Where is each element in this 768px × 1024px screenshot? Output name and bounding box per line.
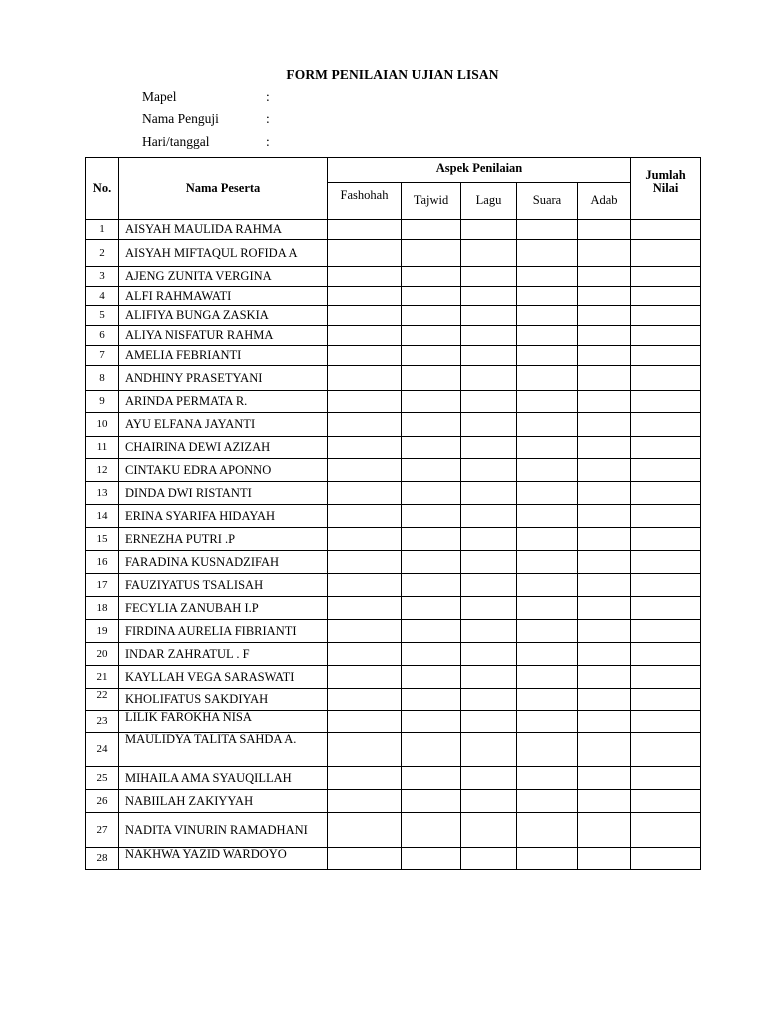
participant-name: FAUZIYATUS TSALISAH	[119, 574, 328, 597]
table-row	[86, 767, 701, 790]
score-cell-adab[interactable]	[578, 643, 631, 666]
row-number: 18	[86, 597, 119, 620]
score-cell-tajwid[interactable]	[402, 391, 461, 413]
score-cell-fashohah[interactable]	[328, 689, 402, 711]
score-cell-lagu[interactable]	[461, 267, 517, 287]
participant-name: NADITA VINURIN RAMADHANI	[119, 813, 328, 848]
table-row	[86, 551, 701, 574]
score-cell-fashohah[interactable]	[328, 551, 402, 574]
score-cell-jumlah-nilai[interactable]	[631, 459, 701, 482]
score-cell-adab[interactable]	[578, 240, 631, 267]
participant-name: LILIK FAROKHA NISA	[119, 711, 328, 733]
score-cell-suara[interactable]	[517, 366, 578, 391]
score-cell-fashohah[interactable]	[328, 643, 402, 666]
score-cell-lagu[interactable]	[461, 459, 517, 482]
score-cell-adab[interactable]	[578, 437, 631, 459]
score-cell-lagu[interactable]	[461, 505, 517, 528]
score-cell-adab[interactable]	[578, 220, 631, 240]
participant-name: AMELIA FEBRIANTI	[119, 346, 328, 366]
table-row	[86, 733, 701, 767]
table-row	[86, 482, 701, 505]
meta-label: Hari/tanggal	[142, 134, 210, 149]
score-cell-suara[interactable]	[517, 551, 578, 574]
table-row	[86, 240, 701, 267]
participant-name: INDAR ZAHRATUL . F	[119, 643, 328, 666]
score-cell-jumlah-nilai[interactable]	[631, 366, 701, 391]
score-cell-adab[interactable]	[578, 326, 631, 346]
row-number: 17	[86, 574, 119, 597]
score-cell-fashohah[interactable]	[328, 620, 402, 643]
form-title: FORM PENILAIAN UJIAN LISAN	[286, 67, 499, 82]
score-cell-fashohah[interactable]	[328, 413, 402, 437]
score-cell-adab[interactable]	[578, 306, 631, 326]
participant-name: AISYAH MIFTAQUL ROFIDA A	[119, 240, 328, 267]
score-cell-tajwid[interactable]	[402, 413, 461, 437]
score-cell-lagu[interactable]	[461, 326, 517, 346]
table-row	[86, 711, 701, 733]
score-cell-lagu[interactable]	[461, 551, 517, 574]
score-cell-jumlah-nilai[interactable]	[631, 551, 701, 574]
participant-name: KHOLIFATUS SAKDIYAH	[119, 689, 328, 711]
row-number: 14	[86, 505, 119, 528]
score-cell-lagu[interactable]	[461, 366, 517, 391]
score-cell-lagu[interactable]	[461, 620, 517, 643]
score-cell-jumlah-nilai[interactable]	[631, 528, 701, 551]
score-cell-jumlah-nilai[interactable]	[631, 482, 701, 505]
score-cell-fashohah[interactable]	[328, 366, 402, 391]
score-cell-tajwid[interactable]	[402, 689, 461, 711]
score-cell-fashohah[interactable]	[328, 790, 402, 813]
table-row	[86, 620, 701, 643]
meta-label: Mapel	[142, 89, 177, 104]
score-cell-lagu[interactable]	[461, 240, 517, 267]
assessment-table	[85, 157, 701, 870]
table-row	[86, 437, 701, 459]
participant-name: MIHAILA AMA SYAUQILLAH	[119, 767, 328, 790]
score-cell-suara[interactable]	[517, 391, 578, 413]
score-cell-adab[interactable]	[578, 597, 631, 620]
score-cell-adab[interactable]	[578, 666, 631, 689]
score-cell-jumlah-nilai[interactable]	[631, 346, 701, 366]
row-number: 20	[86, 643, 119, 666]
meta-label: Nama Penguji	[142, 111, 219, 126]
table-row	[86, 505, 701, 528]
row-number: 26	[86, 790, 119, 813]
score-cell-lagu[interactable]	[461, 767, 517, 790]
score-cell-fashohah[interactable]	[328, 848, 402, 870]
score-cell-jumlah-nilai[interactable]	[631, 813, 701, 848]
table-row	[86, 220, 701, 240]
score-cell-suara[interactable]	[517, 689, 578, 711]
score-cell-suara[interactable]	[517, 733, 578, 767]
score-cell-suara[interactable]	[517, 482, 578, 505]
score-cell-suara[interactable]	[517, 346, 578, 366]
score-cell-lagu[interactable]	[461, 528, 517, 551]
row-number: 2	[86, 240, 119, 267]
score-cell-adab[interactable]	[578, 813, 631, 848]
score-cell-jumlah-nilai[interactable]	[631, 666, 701, 689]
score-cell-lagu[interactable]	[461, 848, 517, 870]
table-row	[86, 528, 701, 551]
score-cell-jumlah-nilai[interactable]	[631, 848, 701, 870]
score-cell-jumlah-nilai[interactable]	[631, 620, 701, 643]
score-cell-suara[interactable]	[517, 437, 578, 459]
score-cell-lagu[interactable]	[461, 643, 517, 666]
table-row	[86, 287, 701, 306]
score-cell-suara[interactable]	[517, 528, 578, 551]
row-number: 27	[86, 813, 119, 848]
score-cell-jumlah-nilai[interactable]	[631, 790, 701, 813]
table-row	[86, 848, 701, 870]
score-cell-tajwid[interactable]	[402, 643, 461, 666]
score-cell-suara[interactable]	[517, 813, 578, 848]
table-row	[86, 790, 701, 813]
score-cell-lagu[interactable]	[461, 574, 517, 597]
row-number: 23	[86, 711, 119, 733]
score-cell-suara[interactable]	[517, 240, 578, 267]
participant-name: NAKHWA YAZID WARDOYO	[119, 848, 328, 870]
score-cell-suara[interactable]	[517, 767, 578, 790]
table-row	[86, 666, 701, 689]
score-cell-adab[interactable]	[578, 711, 631, 733]
score-cell-suara[interactable]	[517, 711, 578, 733]
score-cell-suara[interactable]	[517, 413, 578, 437]
score-cell-fashohah[interactable]	[328, 666, 402, 689]
score-cell-jumlah-nilai[interactable]	[631, 326, 701, 346]
participant-name: ERINA SYARIFA HIDAYAH	[119, 505, 328, 528]
participant-name: FIRDINA AURELIA FIBRIANTI	[119, 620, 328, 643]
table-row	[86, 346, 701, 366]
table-row	[86, 813, 701, 848]
participant-name: ANDHINY PRASETYANI	[119, 366, 328, 391]
score-cell-fashohah[interactable]	[328, 505, 402, 528]
meta-colon: :	[266, 89, 270, 104]
score-cell-adab[interactable]	[578, 413, 631, 437]
participant-name: KAYLLAH VEGA SARASWATI	[119, 666, 328, 689]
score-cell-lagu[interactable]	[461, 437, 517, 459]
score-cell-suara[interactable]	[517, 267, 578, 287]
score-cell-tajwid[interactable]	[402, 666, 461, 689]
score-cell-fashohah[interactable]	[328, 240, 402, 267]
score-cell-tajwid[interactable]	[402, 459, 461, 482]
score-cell-lagu[interactable]	[461, 346, 517, 366]
score-cell-fashohah[interactable]	[328, 574, 402, 597]
row-number: 9	[86, 391, 119, 413]
score-cell-fashohah[interactable]	[328, 711, 402, 733]
score-cell-suara[interactable]	[517, 326, 578, 346]
score-cell-suara[interactable]	[517, 666, 578, 689]
score-cell-adab[interactable]	[578, 287, 631, 306]
score-cell-tajwid[interactable]	[402, 551, 461, 574]
score-cell-adab[interactable]	[578, 459, 631, 482]
score-cell-lagu[interactable]	[461, 220, 517, 240]
score-cell-adab[interactable]	[578, 482, 631, 505]
table-row	[86, 597, 701, 620]
score-cell-adab[interactable]	[578, 391, 631, 413]
score-cell-tajwid[interactable]	[402, 574, 461, 597]
score-cell-tajwid[interactable]	[402, 326, 461, 346]
score-cell-adab[interactable]	[578, 733, 631, 767]
score-cell-lagu[interactable]	[461, 733, 517, 767]
header-aspek-penilaian: Aspek Penilaian	[328, 158, 631, 183]
score-cell-jumlah-nilai[interactable]	[631, 574, 701, 597]
score-cell-adab[interactable]	[578, 505, 631, 528]
score-cell-tajwid[interactable]	[402, 482, 461, 505]
score-cell-lagu[interactable]	[461, 413, 517, 437]
score-cell-jumlah-nilai[interactable]	[631, 240, 701, 267]
participant-name: ARINDA PERMATA R.	[119, 391, 328, 413]
score-cell-jumlah-nilai[interactable]	[631, 643, 701, 666]
score-cell-fashohah[interactable]	[328, 287, 402, 306]
score-cell-adab[interactable]	[578, 346, 631, 366]
score-cell-adab[interactable]	[578, 366, 631, 391]
score-cell-fashohah[interactable]	[328, 306, 402, 326]
score-cell-tajwid[interactable]	[402, 220, 461, 240]
score-cell-lagu[interactable]	[461, 482, 517, 505]
participant-name: ALIYA NISFATUR RAHMA	[119, 326, 328, 346]
row-number: 15	[86, 528, 119, 551]
participant-name: ALFI RAHMAWATI	[119, 287, 328, 306]
table-row	[86, 574, 701, 597]
score-cell-lagu[interactable]	[461, 790, 517, 813]
row-number: 22	[86, 689, 119, 711]
table-row	[86, 391, 701, 413]
score-cell-adab[interactable]	[578, 689, 631, 711]
header-jumlah-nilai	[631, 158, 701, 220]
row-number: 7	[86, 346, 119, 366]
table-row	[86, 413, 701, 437]
score-cell-adab[interactable]	[578, 620, 631, 643]
header-no: No.	[86, 158, 119, 220]
score-cell-suara[interactable]	[517, 287, 578, 306]
table-row	[86, 643, 701, 666]
header-suara: Suara	[517, 183, 578, 220]
score-cell-jumlah-nilai[interactable]	[631, 767, 701, 790]
score-cell-jumlah-nilai[interactable]	[631, 733, 701, 767]
row-number: 11	[86, 437, 119, 459]
score-cell-adab[interactable]	[578, 551, 631, 574]
score-cell-fashohah[interactable]	[328, 326, 402, 346]
score-cell-adab[interactable]	[578, 267, 631, 287]
score-cell-suara[interactable]	[517, 790, 578, 813]
participant-name: CHAIRINA DEWI AZIZAH	[119, 437, 328, 459]
header-tajwid: Tajwid	[402, 183, 461, 220]
score-cell-jumlah-nilai[interactable]	[631, 413, 701, 437]
header-nama-peserta: Nama Peserta	[119, 158, 328, 220]
score-cell-suara[interactable]	[517, 505, 578, 528]
score-cell-lagu[interactable]	[461, 597, 517, 620]
table-row	[86, 689, 701, 711]
row-number: 19	[86, 620, 119, 643]
score-cell-suara[interactable]	[517, 620, 578, 643]
score-cell-jumlah-nilai[interactable]	[631, 391, 701, 413]
header-fashohah: Fashohah	[328, 183, 402, 220]
score-cell-suara[interactable]	[517, 306, 578, 326]
score-cell-fashohah[interactable]	[328, 528, 402, 551]
row-number: 25	[86, 767, 119, 790]
table-row	[86, 459, 701, 482]
score-cell-adab[interactable]	[578, 790, 631, 813]
score-cell-tajwid[interactable]	[402, 267, 461, 287]
participant-name: ALIFIYA BUNGA ZASKIA	[119, 306, 328, 326]
score-cell-tajwid[interactable]	[402, 620, 461, 643]
score-cell-tajwid[interactable]	[402, 306, 461, 326]
score-cell-suara[interactable]	[517, 574, 578, 597]
participant-name: AISYAH MAULIDA RAHMA	[119, 220, 328, 240]
score-cell-lagu[interactable]	[461, 391, 517, 413]
row-number: 10	[86, 413, 119, 437]
score-cell-lagu[interactable]	[461, 287, 517, 306]
score-cell-fashohah[interactable]	[328, 459, 402, 482]
score-cell-suara[interactable]	[517, 220, 578, 240]
participant-name: FECYLIA ZANUBAH I.P	[119, 597, 328, 620]
participant-name: FARADINA KUSNADZIFAH	[119, 551, 328, 574]
score-cell-lagu[interactable]	[461, 813, 517, 848]
score-cell-tajwid[interactable]	[402, 711, 461, 733]
row-number: 4	[86, 287, 119, 306]
row-number: 5	[86, 306, 119, 326]
score-cell-jumlah-nilai[interactable]	[631, 505, 701, 528]
row-number: 21	[86, 666, 119, 689]
score-cell-lagu[interactable]	[461, 306, 517, 326]
row-number: 8	[86, 366, 119, 391]
score-cell-lagu[interactable]	[461, 689, 517, 711]
meta-colon: :	[266, 111, 270, 126]
table-row	[86, 326, 701, 346]
score-cell-tajwid[interactable]	[402, 528, 461, 551]
score-cell-tajwid[interactable]	[402, 733, 461, 767]
score-cell-tajwid[interactable]	[402, 848, 461, 870]
participant-name: NABIILAH ZAKIYYAH	[119, 790, 328, 813]
score-cell-jumlah-nilai[interactable]	[631, 437, 701, 459]
score-cell-fashohah[interactable]	[328, 437, 402, 459]
score-cell-tajwid[interactable]	[402, 597, 461, 620]
score-cell-jumlah-nilai[interactable]	[631, 267, 701, 287]
score-cell-jumlah-nilai[interactable]	[631, 306, 701, 326]
score-cell-fashohah[interactable]	[328, 597, 402, 620]
score-cell-tajwid[interactable]	[402, 346, 461, 366]
score-cell-jumlah-nilai[interactable]	[631, 220, 701, 240]
score-cell-adab[interactable]	[578, 528, 631, 551]
score-cell-jumlah-nilai[interactable]	[631, 597, 701, 620]
score-cell-adab[interactable]	[578, 848, 631, 870]
row-number: 12	[86, 459, 119, 482]
participant-name: MAULIDYA TALITA SAHDA A.	[119, 733, 328, 767]
score-cell-tajwid[interactable]	[402, 437, 461, 459]
score-cell-fashohah[interactable]	[328, 482, 402, 505]
score-cell-suara[interactable]	[517, 597, 578, 620]
score-cell-adab[interactable]	[578, 574, 631, 597]
meta-colon: :	[266, 134, 270, 149]
participant-name: AJENG ZUNITA VERGINA	[119, 267, 328, 287]
score-cell-fashohah[interactable]	[328, 391, 402, 413]
score-cell-fashohah[interactable]	[328, 813, 402, 848]
header-lagu: Lagu	[461, 183, 517, 220]
participant-name: DINDA DWI RISTANTI	[119, 482, 328, 505]
row-number: 16	[86, 551, 119, 574]
score-cell-tajwid[interactable]	[402, 366, 461, 391]
score-cell-tajwid[interactable]	[402, 505, 461, 528]
participant-name: AYU ELFANA JAYANTI	[119, 413, 328, 437]
score-cell-suara[interactable]	[517, 848, 578, 870]
score-cell-lagu[interactable]	[461, 711, 517, 733]
score-cell-fashohah[interactable]	[328, 220, 402, 240]
score-cell-fashohah[interactable]	[328, 767, 402, 790]
participant-name: CINTAKU EDRA APONNO	[119, 459, 328, 482]
score-cell-lagu[interactable]	[461, 666, 517, 689]
score-cell-jumlah-nilai[interactable]	[631, 711, 701, 733]
score-cell-suara[interactable]	[517, 459, 578, 482]
score-cell-tajwid[interactable]	[402, 767, 461, 790]
participant-name: ERNEZHA PUTRI .P	[119, 528, 328, 551]
score-cell-adab[interactable]	[578, 767, 631, 790]
row-number: 6	[86, 326, 119, 346]
score-cell-tajwid[interactable]	[402, 813, 461, 848]
score-cell-tajwid[interactable]	[402, 287, 461, 306]
row-number: 24	[86, 733, 119, 767]
score-cell-suara[interactable]	[517, 643, 578, 666]
table-row	[86, 306, 701, 326]
score-cell-jumlah-nilai[interactable]	[631, 287, 701, 306]
header-adab: Adab	[578, 183, 631, 220]
score-cell-fashohah[interactable]	[328, 346, 402, 366]
score-cell-fashohah[interactable]	[328, 733, 402, 767]
score-cell-tajwid[interactable]	[402, 790, 461, 813]
table-row	[86, 366, 701, 391]
score-cell-fashohah[interactable]	[328, 267, 402, 287]
score-cell-tajwid[interactable]	[402, 240, 461, 267]
table-row	[86, 267, 701, 287]
row-number: 3	[86, 267, 119, 287]
row-number: 13	[86, 482, 119, 505]
row-number: 1	[86, 220, 119, 240]
score-cell-jumlah-nilai[interactable]	[631, 689, 701, 711]
row-number: 28	[86, 848, 119, 870]
header-jumlah-nilai-text: Jumlah Nilai	[645, 168, 686, 195]
